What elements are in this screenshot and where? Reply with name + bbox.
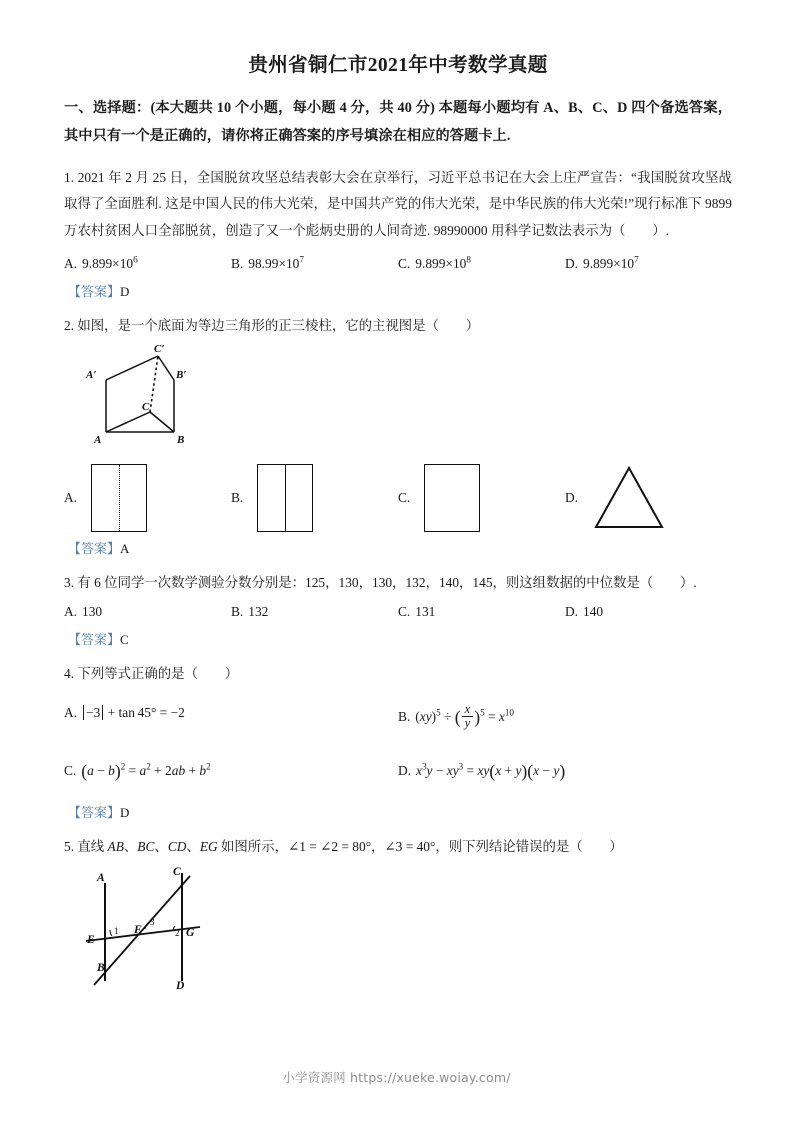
page-title: 贵州省铜仁市2021年中考数学真题 [248,55,548,76]
question-5-part1: 直线 [77,838,108,854]
option-3d-value: 140 [583,604,604,620]
option-1d-exponent: 7 [634,254,639,265]
question-5-line-ab: AB [107,838,124,854]
answer-tag: 【答案】 [68,541,121,557]
question-5-line-cd: CD [167,838,187,854]
option-1d-times: × [613,256,621,272]
option-2d[interactable] [565,463,732,533]
question-1-text [64,165,732,245]
question-4-answer-value: D [120,804,130,820]
option-4d[interactable] [398,754,732,789]
question-5-number: 5. [64,838,75,854]
option-2c[interactable] [398,464,565,532]
option-1c-times: × [445,256,453,272]
prism-label-c-prime: C′ [154,343,165,356]
question-5-text [64,834,732,859]
prism-label-c: C [142,401,150,414]
question-1-number: 1. [64,169,75,185]
footer-watermark: 小学资源网 https://xueke.woiay.com/ [282,1070,511,1085]
answer-tag: 【答案】 [68,632,121,648]
question-2-number: 2. [64,317,75,333]
question-3-body: 有 6 位同学一次数学测验分数分别是：125，130，130，132，140，145，则这组数据的中位数是（ ）. [77,574,697,590]
option-1a-times: × [112,256,120,272]
question-3-text [64,570,732,595]
question-5-part2: 如图所示，∠1 = ∠2 = 80°，∠3 = 40°，则下列结论错误的是（ ） [217,838,623,854]
option-1c[interactable] [398,251,565,278]
question-4-answer [68,801,732,826]
option-3a-value: 130 [82,604,103,620]
question-2-options [64,463,732,533]
option-3c-label: C. [398,604,411,620]
question-4-options-row-2 [64,754,732,789]
question-5-sep2: 、 [154,838,168,854]
question-1-answer-value: D [120,283,130,299]
option-4d-label: D. [398,762,412,778]
option-1c-exponent: 8 [466,254,471,265]
option-3b-value: 132 [248,604,269,620]
option-4b-label: B. [398,709,411,725]
option-1b-label: B. [231,256,244,272]
figure-label-a: A [97,872,105,885]
prism-label-b-prime: B′ [176,369,187,382]
prism-label-b: B [177,434,185,447]
figure-angle-2: 2 [175,928,180,939]
figure-label-c: C [173,866,181,879]
option-3c-value: 131 [415,604,436,620]
option-3c[interactable] [398,599,565,626]
document-content [64,52,732,996]
triangular-prism-drawing [78,342,213,452]
option-1b-exponent: 7 [299,254,304,265]
question-3-answer-value: C [120,632,129,648]
option-3b-label: B. [231,604,244,620]
question-5-sep1: 、 [123,838,138,854]
question-5-line-eg: EG [199,838,218,854]
option-4c[interactable] [64,754,398,789]
figure-label-f: F [134,924,142,937]
option-2b[interactable] [231,464,398,532]
option-1b-base: 10 [285,256,300,272]
figure-label-e: E [87,934,95,947]
question-4-text [64,661,732,686]
option-1c-base: 10 [452,256,467,272]
option-4a-expression: −3 + tan 45° = −2 [82,705,185,720]
option-1a[interactable] [64,251,231,278]
option-1d-base: 10 [620,256,635,272]
option-1d-mantissa: 9.899 [583,256,614,272]
question-5-sep3: 、 [186,838,200,854]
option-4b[interactable] [398,700,732,735]
option-1b-times: × [278,256,286,272]
question-2-answer-value: A [120,541,130,557]
figure-label-g: G [186,927,195,940]
option-3d-label: D. [565,604,579,620]
question-2-text [64,313,732,338]
rectangle-solid-center-icon [257,464,313,532]
option-1c-mantissa: 9.899 [415,256,446,272]
option-1d-label: D. [565,256,579,272]
figure-label-d: D [176,980,185,992]
rectangle-plain-icon [424,464,480,532]
figure-label-b: B [97,962,105,975]
question-4-options-row-1 [64,700,732,735]
question-5-figure [72,863,732,996]
question-3-number: 3. [64,574,75,590]
option-1a-mantissa: 9.899 [82,256,113,272]
question-5-line-bc: BC [137,838,155,854]
figure-angle-1: 1 [114,926,119,937]
question-2-body: 如图，是一个底面为等边三角形的正三棱柱，它的主视图是（ ） [77,317,480,333]
option-4a[interactable] [64,700,398,735]
question-4-body: 下列等式正确的是（ ） [77,665,239,681]
option-2b-label: B. [231,490,244,506]
question-1-options [64,251,732,278]
intersecting-lines-drawing [72,863,242,991]
question-2-answer [68,537,732,562]
question-1-body: 2021 年 2 月 25 日，全国脱贫攻坚总结表彰大会在京举行，习近平总书记在大会上庄严宣告：“我国脱贫攻坚战取得了全面胜利. 这是中国人民的伟大光荣，是中国共产党的伟大光荣，是中华民族的伟大光荣!”现行标准下 9899 万农村贫困人口全部脱贫，创造了又一个彪炳史册的人间奇迹. 98990000 用科学记数法表示为（ ）. [64,169,732,239]
option-1a-exponent: 6 [133,254,138,265]
option-2a-label: A. [64,490,78,506]
option-1d[interactable] [565,251,732,278]
figure-angle-3: 3 [150,917,155,928]
answer-tag: 【答案】 [68,804,121,820]
option-1c-label: C. [398,256,411,272]
option-1a-base: 10 [119,256,134,272]
option-4c-expression: $(a - b)^2 = a^2 + 2ab + b^2$ [81,760,211,781]
option-2d-label: D. [565,490,579,506]
question-4-number: 4. [64,665,75,681]
prism-label-a-prime: A′ [86,369,97,382]
prism-label-a: A [94,434,102,447]
option-4b-expression: (xy)$^5$ ÷ ( $\frac{x}{y}$ )$^5 = x^{10}$ [415,701,514,731]
option-2a[interactable] [64,464,231,532]
answer-tag: 【答案】 [68,283,121,299]
question-3-answer [68,628,732,653]
option-2c-label: C. [398,490,411,506]
option-3b[interactable] [231,599,398,626]
option-1a-label: A. [64,256,78,272]
option-4a-label: A. [64,705,78,721]
option-4d-expression: $x^3y - xy^3 = xy(x + y)(x - y)$ [416,760,566,781]
question-2-prism-figure [78,342,732,457]
question-1-answer [68,280,732,305]
option-3d[interactable] [565,599,732,626]
option-1b-mantissa: 98.99 [248,256,279,272]
triangle-icon [592,463,666,533]
option-3a-label: A. [64,604,78,620]
option-1b[interactable] [231,251,398,278]
section-intro: 一、选择题：(本大题共 10 个小题，每小题 4 分，共 40 分) 本题每小题均有 A、B、C、D 四个备选答案，其中只有一个是正确的，请你将正确答案的序号填涂在相应的答题卡上. [64,100,732,144]
question-3-options [64,599,732,626]
option-4c-label: C. [64,762,77,778]
option-3a[interactable] [64,599,231,626]
rectangle-dashed-center-icon [91,464,147,532]
